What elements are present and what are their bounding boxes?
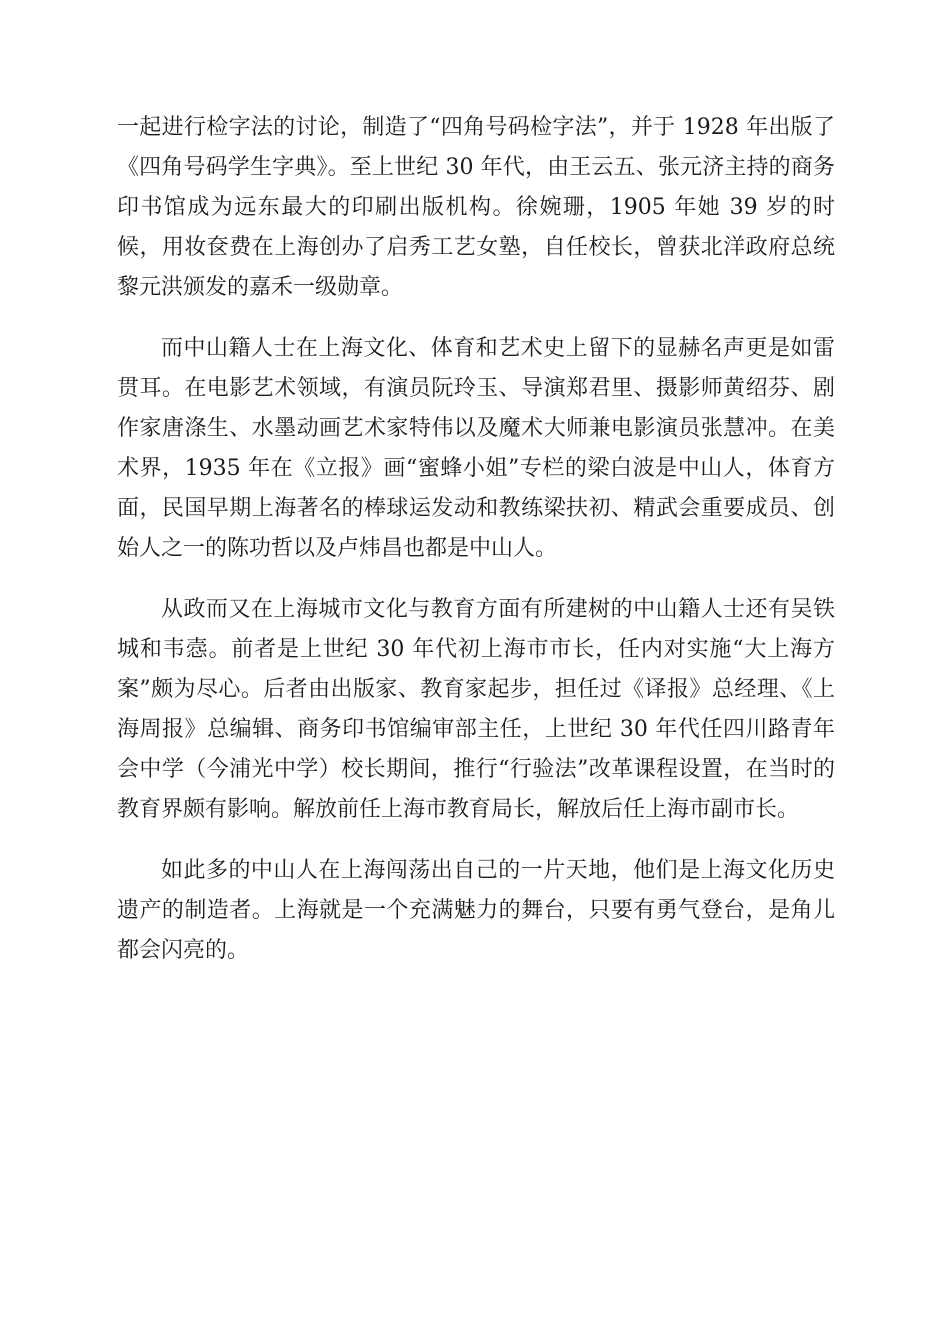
paragraph-2: 而中山籍人士在上海文化、体育和艺术史上留下的显赫名声更是如雷贯耳。在电影艺术领域，有演员阮玲玉、导演郑君里、摄影师黄绍芬、剧作家唐涤生、水墨动画艺术家特伟以及魔术大师兼电影演员张慧冲。在美术界，1935 年在《立报》画“蜜蜂小姐”专栏的梁白波是中山人，体育方面，民国早期上海著名的棒球运发动和教练梁扶初、精武会重要成员、创始人之一的陈功哲以及卢炜昌也都是中山人。 [117, 336, 835, 561]
paragraph-4: 如此多的中山人在上海闯荡出自己的一片天地，他们是上海文化历史遗产的制造者。上海就是一个充满魅力的舞台，只要有勇气登台，是角儿都会闪亮的。 [117, 858, 835, 963]
paragraph-1: 一起进行检字法的讨论，制造了“四角号码检字法”，并于 1928 年出版了《四角号码学生字典》。至上世纪 30 年代，由王云五、张元济主持的商务印书馆成为远东最大的印刷出版机构。徐婉珊，1905 年她 39 岁的时候，用妆奁费在上海创办了启秀工艺女塾，自任校长，曾获北洋政府总统黎元洪颁发的嘉禾一级勋章。 [117, 115, 835, 300]
body-text [117, 108, 835, 992]
paragraph-3: 从政而又在上海城市文化与教育方面有所建树的中山籍人士还有吴铁城和韦悫。前者是上世纪 30 年代初上海市市长，任内对实施“大上海方案”颇为尽心。后者由出版家、教育家起步，担任过《译报》总经理、《上海周报》总编辑、商务印书馆编审部主任，上世纪 30 年代任四川路青年会中学（今浦光中学）校长期间，推行“行验法”改革课程设置，在当时的教育界颇有影响。解放前任上海市教育局长，解放后任上海市副市长。 [117, 597, 835, 822]
